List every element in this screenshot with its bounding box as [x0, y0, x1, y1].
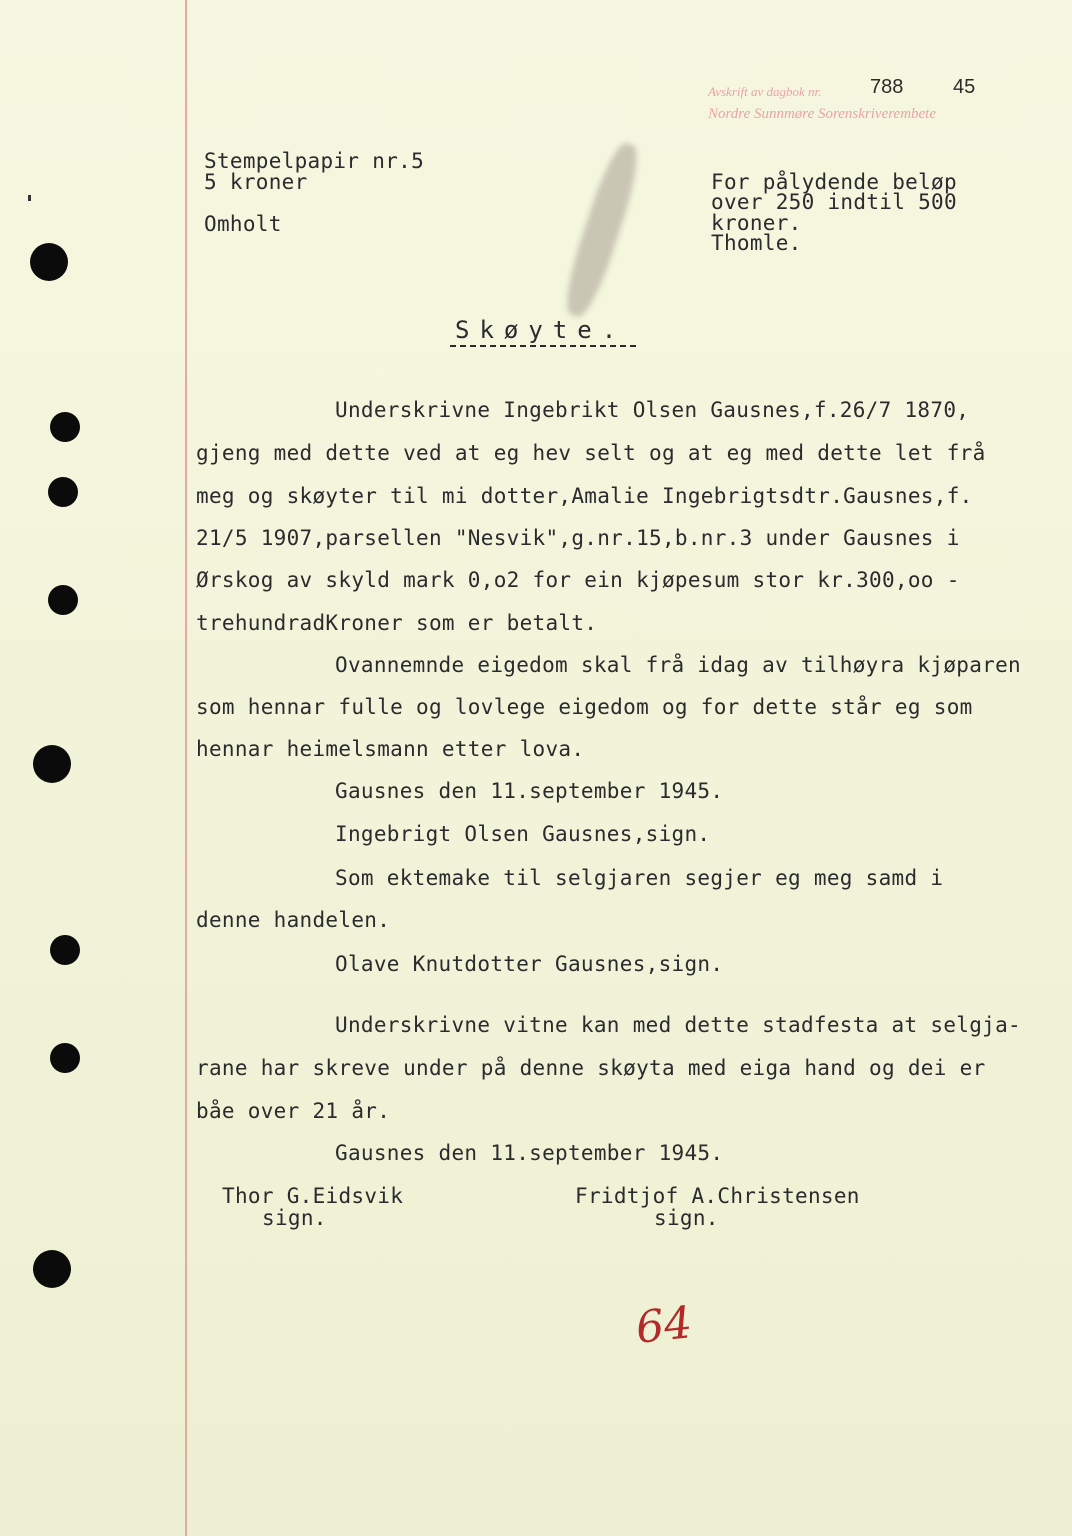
- header-right-line-1: For pålydende beløp: [711, 170, 957, 194]
- punch-hole: [33, 1250, 71, 1288]
- punch-hole: [50, 1043, 80, 1073]
- body-line: Ovannemnde eigedom skal frå idag av tilhøyra kjøparen: [335, 653, 1021, 677]
- body-line: Ørskog av skyld mark 0,o2 for ein kjøpesum stor kr.300,oo -: [196, 568, 960, 592]
- punch-hole: [48, 585, 78, 615]
- stamp-line-1: Avskrift av dagbok nr.: [708, 84, 822, 99]
- header-right-line-2: over 250 indtil 500: [711, 190, 957, 214]
- punch-hole: [48, 477, 78, 507]
- margin-rule: [185, 0, 187, 1536]
- handwritten-page-mark: 64: [633, 1297, 695, 1354]
- body-line: gjeng med dette ved at eg hev selt og at eg med dette let frå: [196, 441, 986, 465]
- stamp-number: 788: [870, 76, 904, 98]
- punch-hole: [30, 243, 68, 281]
- body-line: hennar heimelsmann etter lova.: [196, 737, 585, 761]
- body-line: Ingebrigt Olsen Gausnes,sign.: [335, 822, 711, 846]
- body-line: 21/5 1907,parsellen "Nesvik",g.nr.15,b.nr.3 under Gausnes i: [196, 526, 960, 550]
- header-left-line-1: Stempelpapir nr.5: [204, 149, 425, 173]
- body-line: Olave Knutdotter Gausnes,sign.: [335, 952, 724, 976]
- ink-smudge: [558, 139, 646, 321]
- punch-hole: [33, 745, 71, 783]
- body-line: Gausnes den 11.september 1945.: [335, 1141, 724, 1165]
- header-left-line-3: Omholt: [204, 212, 282, 236]
- title-underline: [450, 345, 636, 347]
- document-title: Skøyte.: [455, 316, 627, 344]
- header-right-line-4: Thomle.: [711, 231, 802, 255]
- body-line: rane har skreve under på denne skøyta med eiga hand og dei er: [196, 1056, 986, 1080]
- stamp-year: 45: [953, 76, 976, 98]
- stamp-line-2: Nordre Sunnmøre Sorenskriverembete: [708, 106, 937, 122]
- body-line: denne handelen.: [196, 908, 391, 932]
- witness-left-sign: sign.: [262, 1206, 327, 1230]
- punch-hole: [50, 412, 80, 442]
- body-line: trehundradKroner som er betalt.: [196, 611, 598, 635]
- witness-right-sign: sign.: [654, 1206, 719, 1230]
- body-line: båe over 21 år.: [196, 1099, 391, 1123]
- witness-left-name: Thor G.Eidsvik: [222, 1184, 404, 1208]
- margin-tick: [28, 195, 31, 201]
- body-line: Underskrivne vitne kan med dette stadfesta at selgja-: [335, 1013, 1021, 1037]
- body-line: Gausnes den 11.september 1945.: [335, 779, 724, 803]
- body-line: meg og skøyter til mi dotter,Amalie Ingebrigtsdtr.Gausnes,f.: [196, 484, 973, 508]
- header-left-line-2: 5 kroner: [204, 170, 308, 194]
- body-line: Underskrivne Ingebrikt Olsen Gausnes,f.26/7 1870,: [335, 398, 970, 422]
- body-line: Som ektemake til selgjaren segjer eg meg samd i: [335, 866, 944, 890]
- punch-hole: [50, 935, 80, 965]
- witness-right-name: Fridtjof A.Christensen: [575, 1184, 860, 1208]
- body-line: som hennar fulle og lovlege eigedom og for dette står eg som: [196, 695, 973, 719]
- header-right-line-3: kroner.: [711, 211, 802, 235]
